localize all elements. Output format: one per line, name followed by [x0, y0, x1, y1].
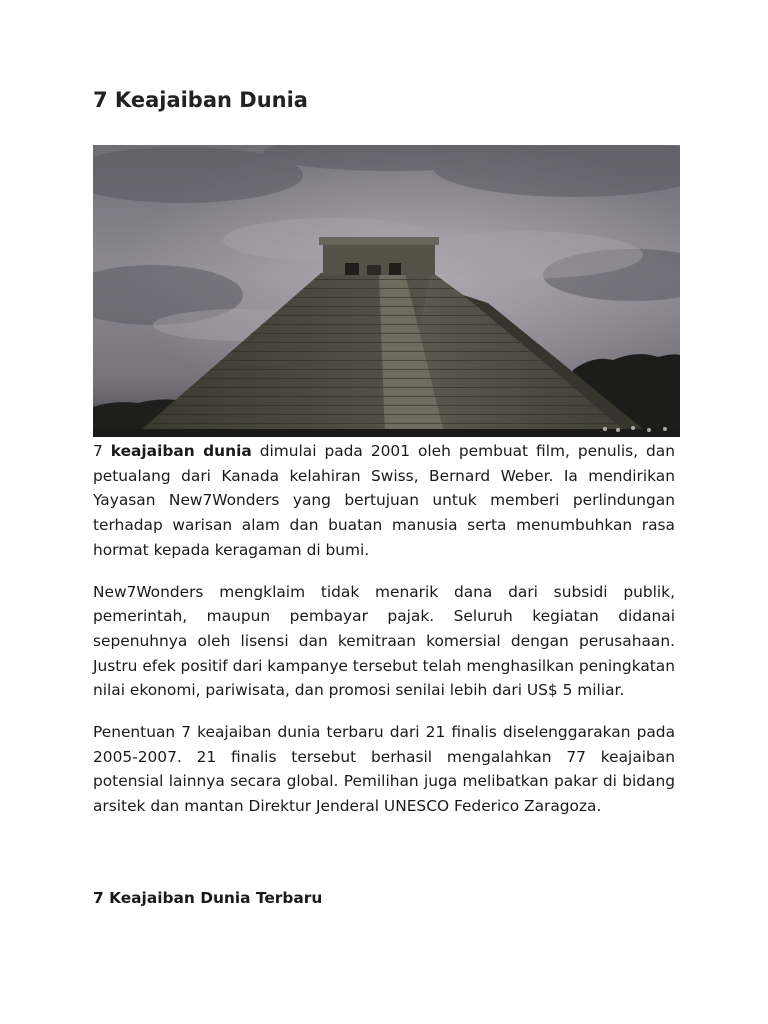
pyramid-photo: [93, 145, 680, 437]
paragraph-selection: Penentuan 7 keajaiban dunia terbaru dari 21 finalis diselenggarakan pada 2005-2007. 21 finalis tersebut berhasil mengalahkan 77 keajaiban potensial lainnya secara global. Pemilihan juga melibatkan pakar di bidang arsitek dan mantan Direktur Jenderal UNESCO Federico Zaragoza.: [93, 723, 675, 816]
intro-lead: 7: [93, 442, 111, 460]
paragraph-funding: New7Wonders mengklaim tidak menarik dana dari subsidi publik, pemerintah, maupun pembayar pajak. Seluruh kegiatan didanai sepenuhnya oleh lisensi dan kemitraan komersial dengan perusahaan. Justru efek positif dari kampanye tersebut telah menghasilkan peningkatan nilai ekonomi, pariwisata, dan promosi senilai lebih dari US$ 5 miliar.: [93, 582, 675, 700]
paragraph-intro: [93, 439, 675, 563]
intro-keyword: keajaiban dunia: [110, 442, 252, 460]
article-body: [93, 439, 675, 836]
page-title: 7 Keajaiban Dunia: [93, 88, 308, 112]
intro-rest: dimulai pada 2001 oleh pembuat film, penulis, dan petualang dari Kanada kelahiran Swiss, Bernard Weber. Ia mendirikan Yayasan New7Wonders yang bertujuan untuk memberi perlindungan terhadap warisan alam dan buatan manusia serta menumbuhkan rasa hormat kepada keragaman di bumi.: [93, 442, 675, 559]
section-subheading: 7 Keajaiban Dunia Terbaru: [93, 889, 323, 907]
